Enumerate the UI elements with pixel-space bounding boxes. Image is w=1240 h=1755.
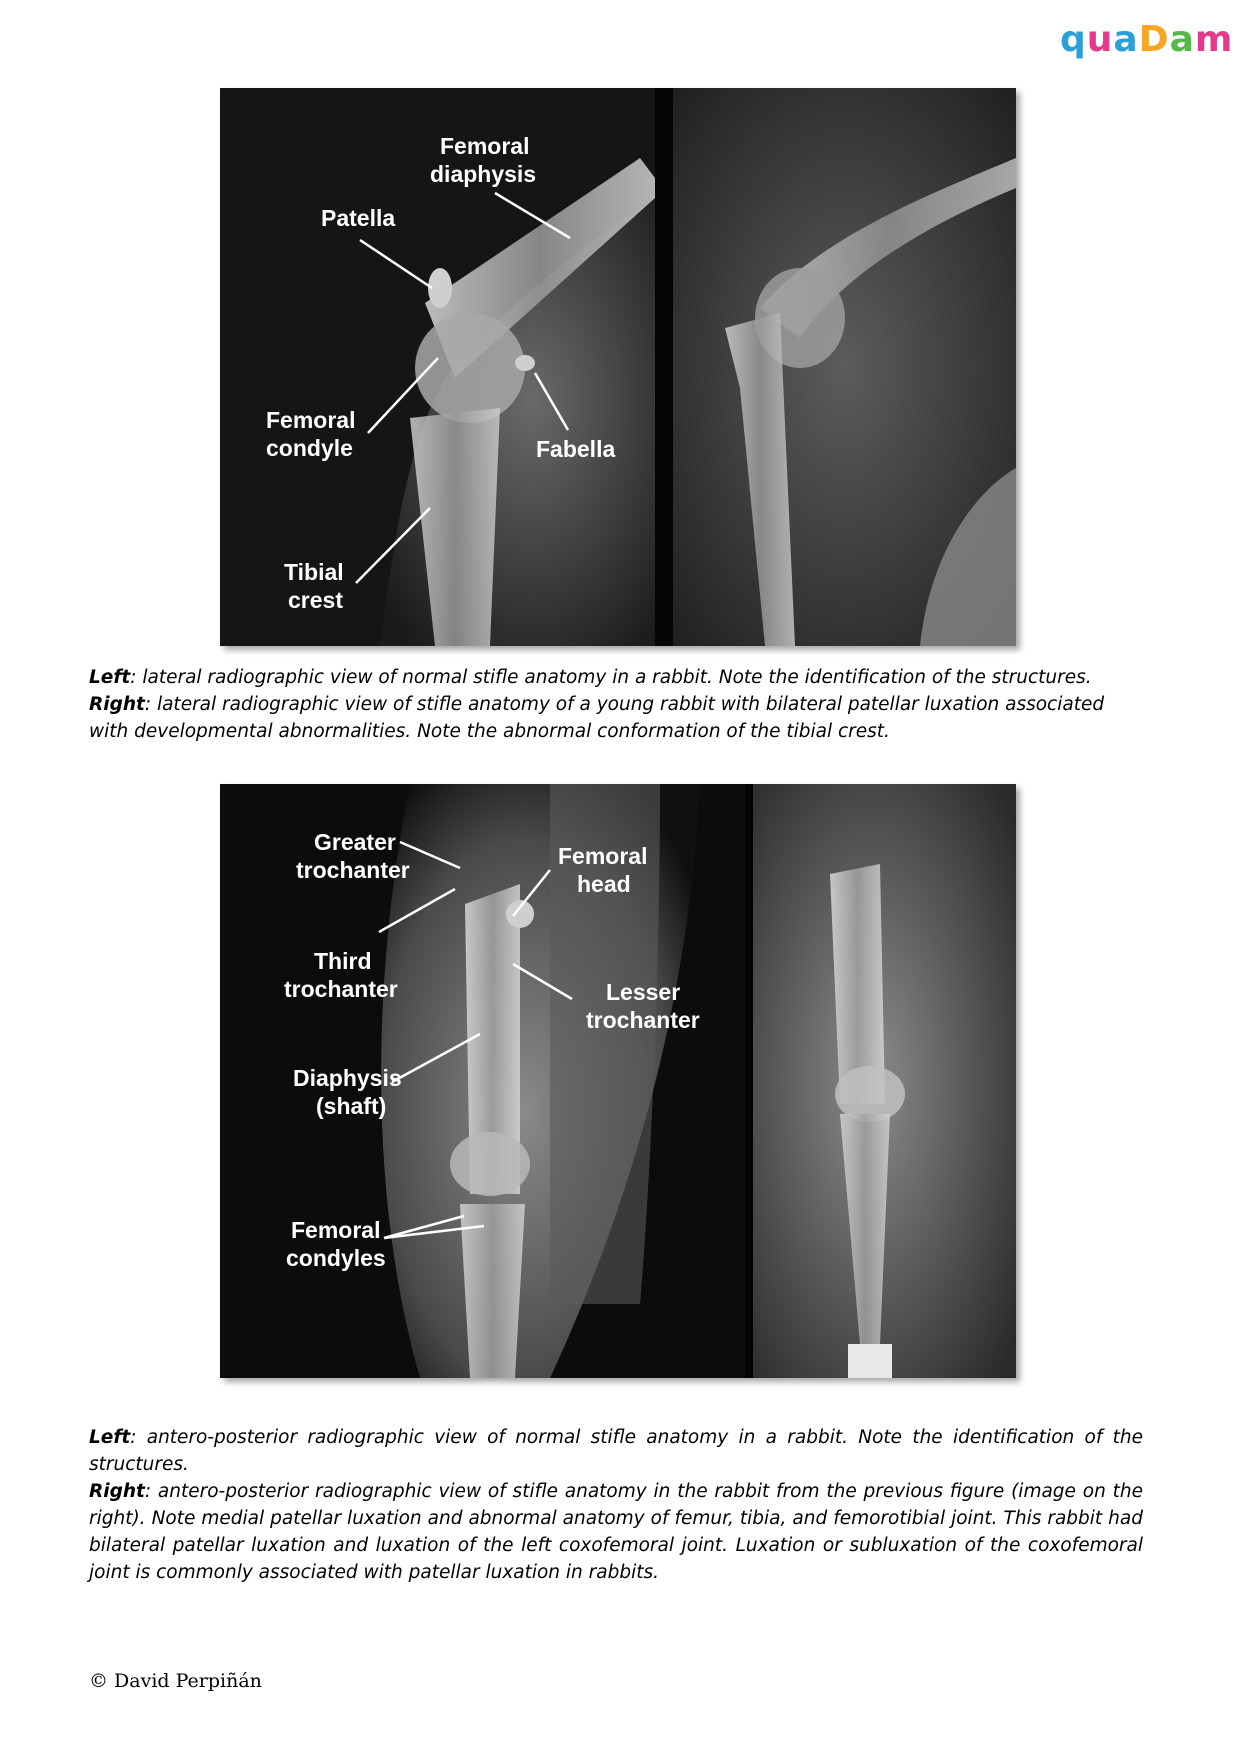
panel-divider (655, 88, 673, 646)
condyles-bone (450, 1132, 530, 1196)
caption-right-label: Right (89, 694, 145, 715)
label-third-trochanter-line1: Third (314, 948, 372, 974)
label-femoral-diaphysis-line2: diaphysis (430, 161, 537, 187)
label-diaphysis-line2: (shaft) (316, 1093, 387, 1119)
label-femoral-condyle-line1: Femoral (266, 407, 356, 433)
panel-divider (745, 784, 753, 1378)
label-patella: Patella (321, 205, 396, 231)
label-third-trochanter-line2: trochanter (284, 976, 398, 1002)
label-femoral-condyles-line1: Femoral (291, 1217, 381, 1243)
caption-right-text: : lateral radiographic view of stifle anatomy of a young rabbit with bilateral patellar luxation associated with developmental abnormalities. Note the abnormal conformation of the tibial crest. (89, 694, 1105, 742)
tibia-bone (460, 1204, 525, 1378)
logo-letter: a (1169, 19, 1195, 60)
label-tibial-crest-line1: Tibial (284, 559, 344, 585)
caption-right-paragraph (89, 1478, 1143, 1586)
quadam-logo (1060, 16, 1233, 60)
logo-letter: a (1113, 19, 1139, 60)
lateral-radiograph-image (220, 88, 1016, 646)
label-lesser-trochanter-line2: trochanter (586, 1007, 700, 1033)
antero-posterior-radiograph-figure (220, 784, 1016, 1378)
label-tibial-crest-line2: crest (288, 587, 343, 613)
knee-joint (415, 313, 525, 423)
figure1-caption (89, 664, 1143, 745)
caption-left-paragraph (89, 1424, 1143, 1478)
label-diaphysis-line1: Diaphysis (293, 1065, 402, 1091)
copyright-footer: © David Perpiñán (89, 1670, 262, 1692)
label-greater-trochanter-line1: Greater (314, 829, 396, 855)
caption-left-text: : lateral radiographic view of normal stifle anatomy in a rabbit. Note the identification of the structures. (130, 667, 1092, 688)
label-femoral-head-line1: Femoral (558, 843, 648, 869)
caption-right-paragraph (89, 691, 1143, 745)
right-ankle-marker (848, 1344, 892, 1378)
logo-letter: q (1060, 19, 1087, 60)
logo-letter: D (1138, 19, 1170, 60)
label-lesser-trochanter-line1: Lesser (606, 979, 681, 1005)
label-fabella: Fabella (536, 436, 616, 462)
caption-left-label: Left (89, 1427, 131, 1448)
caption-right-label: Right (89, 1481, 145, 1502)
lateral-radiograph-figure (220, 88, 1016, 646)
caption-right-text: : antero-posterior radiographic view of stifle anatomy in the rabbit from the previous figure (image on the right). Note medial patellar luxation and abnormal anatomy of femur, tibia, and femorotibial joint. This rabbit had bilateral patellar luxation and luxation of the left coxofemoral joint. Luxation or subluxation of the coxofemoral joint is commonly associated with patellar luxation in rabbits. (89, 1481, 1143, 1583)
right-knee-joint (835, 1066, 905, 1122)
label-femoral-head-line2: head (577, 871, 631, 897)
antero-posterior-radiograph-image (220, 784, 1016, 1378)
logo-letter: m (1194, 19, 1234, 60)
caption-left-label: Left (89, 667, 131, 688)
caption-left-paragraph (89, 664, 1143, 691)
label-femoral-diaphysis-line1: Femoral (440, 133, 530, 159)
fabella-bone (515, 355, 535, 371)
label-greater-trochanter-line2: trochanter (296, 857, 410, 883)
logo-letter: u (1086, 19, 1114, 60)
label-femoral-condyles-line2: condyles (286, 1245, 386, 1271)
figure2-caption (89, 1424, 1143, 1586)
femoral-head-bone (506, 900, 534, 928)
caption-left-text: : antero-posterior radiographic view of normal stifle anatomy in a rabbit. Note the identification of the structures. (89, 1427, 1143, 1475)
label-femoral-condyle-line2: condyle (266, 435, 353, 461)
